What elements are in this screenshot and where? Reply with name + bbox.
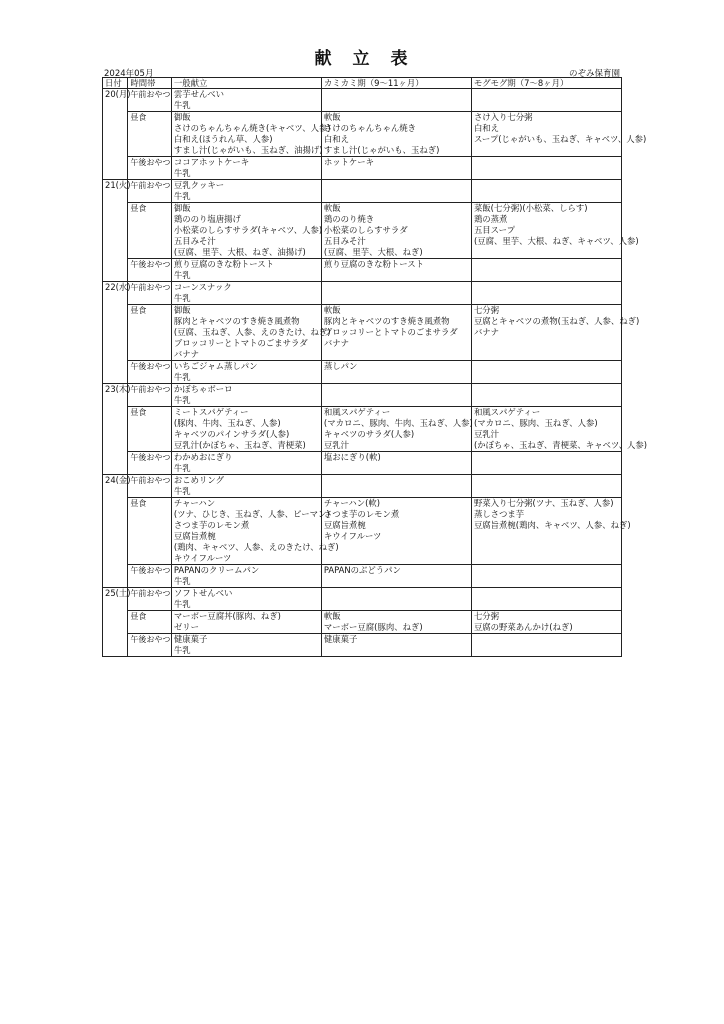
meal-row: [103, 384, 622, 407]
general-cell: [171, 407, 321, 452]
menu-item: ココアホットケーキ: [173, 157, 250, 167]
menu-item: 豆腐とキャベツの煮物(玉ねぎ、人参、ねぎ): [473, 316, 640, 326]
mogumogu-cell: [471, 588, 621, 611]
menu-item: 牛乳: [173, 486, 191, 496]
slot-cell: 午前おやつ: [128, 384, 172, 407]
menu-item: 軟飯: [323, 203, 341, 213]
menu-item: コーンスナック: [173, 282, 232, 292]
menu-item: マーボー豆腐(豚肉、ねぎ): [323, 622, 423, 632]
kamikami-cell: [321, 259, 471, 282]
general-cell: [171, 634, 321, 657]
slot-cell: 午前おやつ: [128, 588, 172, 611]
mogumogu-cell: [471, 89, 621, 112]
kamikami-cell: [321, 565, 471, 588]
menu-item: さつま芋のレモン煮: [173, 520, 250, 530]
slot-cell: 昼食: [128, 112, 172, 157]
menu-item: 鶏ののり焼き: [323, 214, 375, 224]
meal-row: [103, 611, 622, 634]
menu-item: バナナ: [473, 327, 500, 337]
header-general: 一般献立: [171, 78, 321, 89]
kamikami-cell: [321, 452, 471, 475]
menu-item: いちごジャム蒸しパン: [173, 361, 258, 371]
nursery-name: のぞみ保育園: [568, 69, 620, 79]
menu-item: 菜飯(七分粥)(小松菜、しらす): [473, 203, 588, 213]
menu-item: 和風スパゲティー: [323, 407, 391, 417]
menu-item: PAPANのぶどうパン: [323, 565, 401, 575]
general-cell: [171, 384, 321, 407]
menu-item: さけのちゃんちゃん焼き(キャベツ、人参): [173, 123, 331, 133]
menu-item: わかめおにぎり: [173, 452, 233, 462]
kamikami-cell: [321, 611, 471, 634]
mogumogu-cell: [471, 498, 631, 565]
month-label: 2024年05月: [104, 69, 154, 79]
meal-row: [103, 634, 622, 657]
day-cell: 24(金): [103, 475, 128, 588]
menu-item: 牛乳: [173, 395, 191, 405]
kamikami-cell: [321, 588, 471, 611]
general-cell: [171, 89, 321, 112]
kamikami-cell: [321, 89, 471, 112]
menu-table: [102, 77, 648, 657]
general-cell: [171, 305, 331, 361]
menu-item: 御飯: [173, 203, 191, 213]
mogumogu-cell: [471, 282, 621, 305]
kamikami-cell: [321, 112, 471, 157]
slot-cell: 午前おやつ: [128, 89, 172, 112]
menu-item: 豆腐の野菜あんかけ(ねぎ): [473, 622, 573, 632]
page-title: 献 立 表: [314, 49, 410, 69]
kamikami-cell: [321, 384, 471, 407]
menu-item: 軟飯: [323, 305, 341, 315]
menu-item: すまし汁(じゃがいも、玉ねぎ、油揚げ): [173, 145, 323, 155]
kamikami-cell: [321, 475, 471, 498]
kamikami-cell: [321, 498, 471, 565]
slot-cell: 午後おやつ: [128, 259, 172, 282]
kamikami-cell: [321, 180, 471, 203]
general-cell: [171, 180, 321, 203]
menu-item: 小松菜のしらすサラダ: [323, 225, 408, 235]
menu-item: 豆乳クッキー: [173, 180, 225, 190]
menu-item: 煎り豆腐のきな粉トースト: [323, 259, 425, 269]
general-cell: [171, 611, 321, 634]
mogumogu-cell: [471, 407, 648, 452]
menu-item: (マカロニ、豚肉、牛肉、玉ねぎ、人参): [323, 418, 473, 428]
menu-item: 七分粥: [473, 611, 500, 621]
day-cell: 25(土): [103, 588, 128, 657]
day-cell: 20(月): [103, 89, 128, 180]
menu-item: 御飯: [173, 112, 191, 122]
menu-item: チャーハン(軟): [323, 498, 381, 508]
menu-item: 鶏の蒸煮: [473, 214, 508, 224]
mogumogu-cell: [471, 452, 621, 475]
menu-item: 牛乳: [173, 372, 191, 382]
menu-item: 豆乳汁(かぼちゃ、玉ねぎ、青梗菜): [173, 440, 306, 450]
menu-item: ミートスパゲティー: [173, 407, 249, 417]
meal-row: [103, 588, 622, 611]
menu-item: 塩おにぎり(軟): [323, 452, 381, 462]
menu-item: 和風スパゲティー: [473, 407, 541, 417]
header-kamikami: カミカミ期（9～11ヶ月）: [321, 78, 471, 89]
mogumogu-cell: [471, 611, 621, 634]
slot-cell: 昼食: [128, 203, 172, 259]
menu-item: (豆腐、里芋、大根、ねぎ): [323, 247, 423, 257]
meal-row: [103, 565, 622, 588]
general-cell: [171, 112, 331, 157]
menu-item: ゼリー: [173, 622, 200, 632]
meal-row: [103, 157, 622, 180]
slot-cell: 午前おやつ: [128, 180, 172, 203]
menu-item: 蒸しパン: [323, 361, 358, 371]
menu-item: (豆腐、里芋、大根、ねぎ、油揚げ): [173, 247, 306, 257]
menu-item: スープ(じゃがいも、玉ねぎ、キャベツ、人参): [473, 134, 647, 144]
menu-body: [103, 89, 648, 657]
menu-item: おこめリング: [173, 475, 224, 485]
kamikami-cell: [321, 361, 471, 384]
mogumogu-cell: [471, 361, 621, 384]
menu-item: チャーハン: [173, 498, 216, 508]
mogumogu-cell: [471, 157, 621, 180]
slot-cell: 昼食: [128, 305, 172, 361]
menu-item: 五目スープ: [473, 225, 515, 235]
menu-item: ソフトせんべい: [173, 588, 233, 598]
menu-item: 小松菜のしらすサラダ(キャベツ、人参): [173, 225, 323, 235]
general-cell: [171, 452, 321, 475]
menu-item: (かぼちゃ、玉ねぎ、青梗菜、キャベツ、人参): [473, 440, 648, 450]
menu-item: 豆腐旨煮椀: [173, 531, 216, 541]
mogumogu-cell: [471, 305, 640, 361]
menu-item: (豚肉、牛肉、玉ねぎ、人参): [173, 418, 281, 428]
menu-item: 豆乳汁: [473, 429, 500, 439]
kamikami-cell: [321, 282, 471, 305]
menu-item: バナナ: [173, 349, 200, 359]
menu-item: 雲芋せんべい: [173, 89, 224, 99]
menu-item: 豚肉とキャベツのすき焼き風煮物: [323, 316, 450, 326]
general-cell: [171, 588, 321, 611]
menu-item: (マカロニ、豚肉、玉ねぎ、人参): [473, 418, 598, 428]
menu-item: (豆腐、玉ねぎ、人参、えのきたけ、ねぎ): [173, 327, 331, 337]
menu-item: マーボー豆腐丼(豚肉、ねぎ): [173, 611, 281, 621]
meal-row: [103, 498, 622, 565]
general-cell: [171, 498, 339, 565]
menu-item: PAPANのクリームパン: [173, 565, 260, 575]
menu-item: 牛乳: [173, 599, 191, 609]
mogumogu-cell: [471, 565, 621, 588]
general-cell: [171, 282, 321, 305]
menu-item: 七分粥: [473, 305, 500, 315]
header-mogumogu: モグモグ期（7～8ヶ月）: [471, 78, 621, 89]
menu-item: 白和え(ほうれん草、人参): [173, 134, 273, 144]
meal-row: [103, 203, 622, 259]
meal-row: [103, 407, 622, 452]
menu-item: 鶏ののり塩唐揚げ: [173, 214, 241, 224]
menu-item: 白和え: [473, 123, 500, 133]
day-cell: 22(水): [103, 282, 128, 384]
slot-cell: 昼食: [128, 498, 172, 565]
kamikami-cell: [321, 634, 471, 657]
mogumogu-cell: [471, 259, 621, 282]
menu-item: 煎り豆腐のきな粉トースト: [173, 259, 274, 269]
slot-cell: 昼食: [128, 611, 172, 634]
menu-item: 豚肉とキャベツのすき焼き風煮物: [173, 316, 300, 326]
meal-row: [103, 89, 622, 112]
slot-cell: 午後おやつ: [128, 157, 172, 180]
general-cell: [171, 203, 321, 259]
menu-item: 牛乳: [173, 100, 191, 110]
kamikami-cell: [321, 407, 471, 452]
general-cell: [171, 157, 321, 180]
menu-item: 豆乳汁: [323, 440, 350, 450]
mogumogu-cell: [471, 203, 639, 259]
slot-cell: 午前おやつ: [128, 475, 172, 498]
menu-item: 蒸しさつま芋: [473, 509, 525, 519]
day-cell: 23(木): [103, 384, 128, 475]
menu-item: (豆腐、里芋、大根、ねぎ、キャベツ、人参): [473, 236, 639, 246]
menu-item: 野菜入り七分粥(ツナ、玉ねぎ、人参): [473, 498, 614, 508]
slot-cell: 昼食: [128, 407, 172, 452]
slot-cell: 午後おやつ: [128, 565, 172, 588]
kamikami-cell: [321, 305, 471, 361]
menu-item: キャベツのパインサラダ(人参): [173, 429, 290, 439]
menu-item: 白和え: [323, 134, 350, 144]
menu-item: 牛乳: [173, 576, 191, 586]
slot-cell: 午後おやつ: [128, 452, 172, 475]
header-row: [103, 78, 622, 89]
kamikami-cell: [321, 157, 471, 180]
menu-item: 軟飯: [323, 611, 341, 621]
menu-item: 御飯: [173, 305, 191, 315]
menu-item: (ツナ、ひじき、玉ねぎ、人参、ピーマン): [173, 509, 330, 519]
meal-row: [103, 180, 622, 203]
kamikami-cell: [321, 203, 471, 259]
menu-item: (鶏肉、キャベツ、人参、えのきたけ、ねぎ): [173, 542, 339, 552]
meal-row: [103, 112, 622, 157]
meal-row: [103, 282, 622, 305]
menu-item: 豆腐旨煮椀: [323, 520, 366, 530]
menu-item: 軟飯: [323, 112, 341, 122]
mogumogu-cell: [471, 634, 621, 657]
menu-item: ホットケーキ: [323, 157, 375, 167]
menu-item: 豆腐旨煮椀(鶏肉、キャベツ、人参、ねぎ): [473, 520, 631, 530]
menu-item: 牛乳: [173, 463, 191, 473]
mogumogu-cell: [471, 112, 647, 157]
menu-item: 牛乳: [173, 270, 191, 280]
menu-item: 健康菓子: [173, 634, 208, 644]
menu-item: 牛乳: [173, 645, 191, 655]
general-cell: [171, 361, 321, 384]
slot-cell: 午前おやつ: [128, 282, 172, 305]
menu-item: ブロッコリーとトマトのごまサラダ: [173, 338, 308, 348]
header-slot: 時間帯: [128, 78, 172, 89]
day-cell: 21(火): [103, 180, 128, 282]
general-cell: [171, 259, 321, 282]
menu-item: 牛乳: [173, 191, 191, 201]
menu-item: かぼちゃボーロ: [173, 384, 233, 394]
mogumogu-cell: [471, 180, 621, 203]
menu-item: さつま芋のレモン煮: [323, 509, 400, 519]
menu-item: さけ入り七分粥: [473, 112, 533, 122]
header-date: 日付: [103, 78, 128, 89]
mogumogu-cell: [471, 475, 621, 498]
menu-item: 健康菓子: [323, 634, 358, 644]
menu-item: キウイフルーツ: [173, 553, 232, 563]
menu-item: 牛乳: [173, 168, 191, 178]
menu-item: さけのちゃんちゃん焼き: [323, 123, 417, 133]
menu-item: バナナ: [323, 338, 350, 348]
mogumogu-cell: [471, 384, 621, 407]
slot-cell: 午後おやつ: [128, 634, 172, 657]
slot-cell: 午後おやつ: [128, 361, 172, 384]
meal-row: [103, 361, 622, 384]
menu-item: 五目みそ汁: [323, 236, 366, 246]
menu-item: 五目みそ汁: [173, 236, 216, 246]
menu-item: すまし汁(じゃがいも、玉ねぎ): [323, 145, 440, 155]
general-cell: [171, 565, 321, 588]
meal-row: [103, 475, 622, 498]
menu-item: 牛乳: [173, 293, 191, 303]
meal-row: [103, 452, 622, 475]
meal-row: [103, 305, 622, 361]
menu-item: キウイフルーツ: [323, 531, 382, 541]
meal-row: [103, 259, 622, 282]
menu-item: ブロッコリーとトマトのごまサラダ: [323, 327, 458, 337]
menu-item: キャベツのサラダ(人参): [323, 429, 415, 439]
general-cell: [171, 475, 321, 498]
